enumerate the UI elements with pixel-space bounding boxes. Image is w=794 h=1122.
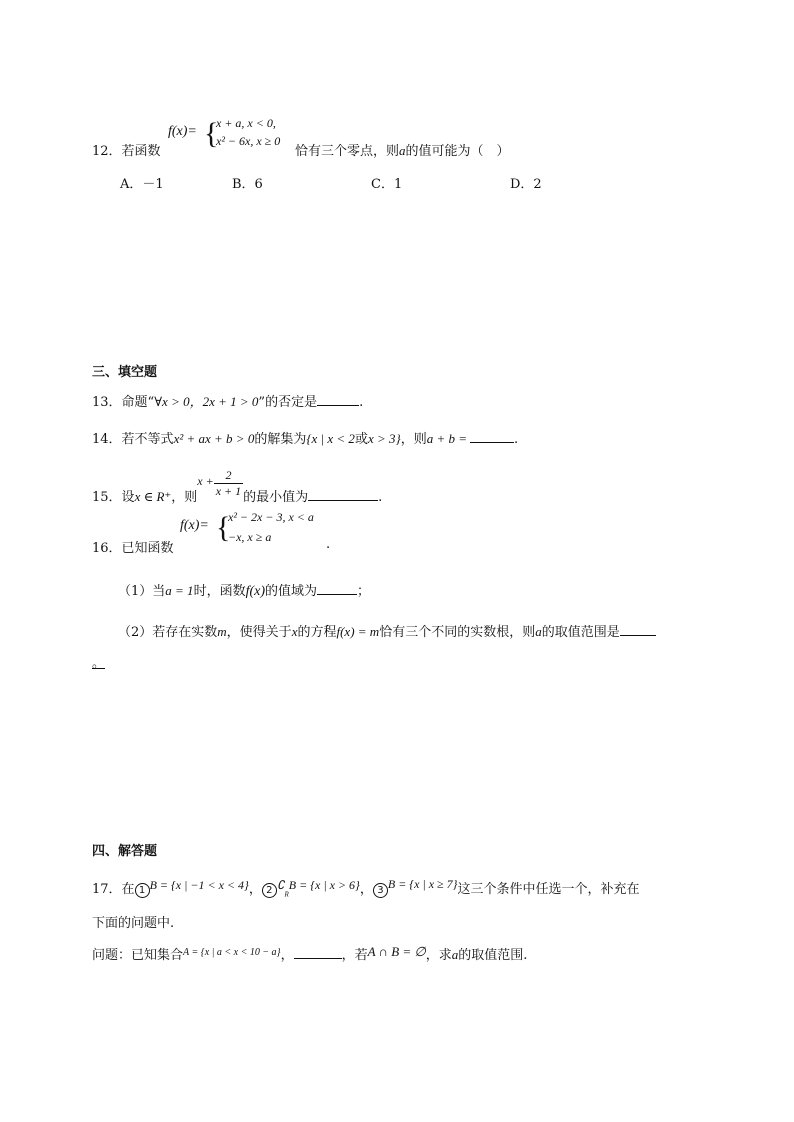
q17-cond3: B = {x | x ≥ 7} — [387, 877, 458, 891]
q16-lead: 已知函数 — [121, 541, 174, 556]
q15-text1: 设 — [121, 490, 135, 505]
q16-piecewise — [180, 508, 340, 548]
q15-fraction — [214, 468, 243, 499]
q16-sub2-m: m — [217, 624, 227, 639]
q12-option-b[interactable]: B．6 — [232, 177, 263, 192]
q17-text3: ，若 — [341, 948, 368, 963]
q15-end: . — [378, 490, 383, 505]
q12-piecewise — [168, 116, 298, 156]
q14-math3: x > 3} — [367, 431, 401, 446]
q14-text2: 的解集为 — [254, 432, 307, 447]
q13-text2: ”的否定是 — [258, 395, 318, 410]
q17-text2: 这三个条件中任选一个，补充在 — [457, 882, 640, 897]
q16-sub1-prefix: （1）当 — [118, 584, 166, 599]
q15-number: 15． — [92, 490, 122, 505]
q17-cond1: B = {x | −1 < x < 4} — [149, 878, 249, 892]
q16-sub2-text3: 恰有三个不同的实数根，则 — [379, 625, 536, 640]
q16-case1: x² − 2x − 3, x < a — [228, 510, 314, 524]
q12-tail2: 的值可能为（ ） — [405, 144, 510, 159]
q17-cond2-sub: R — [284, 890, 289, 899]
q12-var-a: a — [399, 143, 406, 158]
q16-sub2-end-mark: 。 — [92, 656, 106, 671]
q17-setA: A = {x | a < x < 10 − a} — [183, 947, 281, 958]
q14-end: . — [514, 432, 519, 447]
q17-circle-1[interactable]: 1 — [135, 883, 150, 898]
q16-sub1-text2: 的值域为 — [265, 584, 318, 599]
q15-frac-num: 2 — [214, 468, 243, 484]
q14-math2: {x | x < 2 — [306, 431, 355, 446]
q13 — [92, 391, 363, 410]
q17-text5: 的取值范围. — [458, 948, 528, 963]
q16-sub2-text4: 的取值范围是 — [541, 625, 620, 640]
q16-case2: −x, x ≥ a — [228, 530, 272, 544]
q15-text3: 的最小值为 — [243, 490, 309, 505]
q16-sub2-text: ，使得关于 — [226, 625, 292, 640]
q12-case1: x + a, x < 0, — [216, 116, 276, 130]
q14-text4: ，则 — [400, 432, 427, 447]
q14-text1: 若不等式 — [121, 432, 174, 447]
q13-math: ∀x > 0，2x + 1 > 0 — [154, 394, 259, 409]
q16-sub1-end: ； — [357, 584, 371, 599]
q17-answer-blank[interactable] — [294, 946, 342, 959]
q17-line2: 下面的问题中. — [92, 916, 175, 931]
q16-end: . — [326, 537, 331, 552]
q16-fx: f(x)= — [180, 518, 209, 533]
q16-sub2-answer-blank[interactable] — [620, 623, 656, 636]
q13-text1: 命题“ — [121, 395, 155, 410]
q12-option-a[interactable]: A．－1 — [120, 177, 164, 192]
q12-lead: 若函数 — [121, 144, 161, 159]
q13-answer-blank[interactable] — [317, 393, 359, 406]
q16-sub1 — [118, 580, 370, 600]
q16-sub2 — [118, 621, 656, 640]
q12-option-c[interactable]: C．1 — [371, 177, 403, 192]
q12-case2: x² − 6x, x ≥ 0 — [216, 134, 281, 148]
q12-option-d[interactable]: D．2 — [510, 177, 542, 192]
q16-brace: { — [216, 511, 231, 544]
q17-cond2: B = {x | x > 6} — [288, 878, 360, 892]
q16-sub2-math: f(x) = m — [336, 624, 380, 639]
q17-text4: ，求 — [425, 948, 452, 963]
q16-sub2-text2: 的方程 — [297, 625, 337, 640]
q13-end: . — [359, 395, 364, 410]
q16-number: 16． — [92, 541, 122, 556]
q16-stem — [92, 537, 174, 556]
q15-text2: ，则 — [171, 490, 198, 505]
q12-tail: 恰有三个零点，则 — [295, 144, 400, 159]
q17-intersection: A ∩ B = ∅ — [367, 944, 426, 959]
q14-number: 14． — [92, 432, 122, 447]
q17-var-a: a — [451, 947, 459, 962]
q14-math1: x² + ax + b > 0 — [173, 431, 255, 446]
q16-sub1-math: a = 1 — [165, 583, 194, 598]
q14-answer-blank[interactable] — [470, 430, 514, 443]
q17-problem-lead: 问题：已知集合 — [92, 948, 184, 963]
q15-math1: x ∈ R⁺ — [134, 489, 172, 504]
q15 — [92, 468, 383, 505]
section-4-title: 四、解答题 — [92, 844, 158, 859]
q12-stem-tail — [295, 140, 510, 159]
q17-comma: ， — [280, 948, 294, 963]
q12-brace: { — [204, 117, 219, 150]
q14 — [92, 428, 518, 447]
q17-number: 17． — [92, 882, 122, 897]
q12-fx: f(x)= — [168, 124, 197, 139]
q14-math4: a + b = — [426, 431, 468, 446]
q16-sub2-end — [92, 652, 105, 671]
q15-answer-blank[interactable] — [308, 488, 378, 501]
q14-text3: 或 — [354, 432, 368, 447]
q17-cond2-complement: ∁ — [276, 878, 285, 892]
q16-sub1-fx: f(x) — [245, 584, 266, 599]
q15-frac-pre: x + — [197, 474, 214, 488]
q17-line3 — [92, 944, 527, 963]
q16-sub2-a: a — [535, 624, 542, 639]
q15-frac-den: x + 1 — [215, 484, 242, 498]
q16-sub1-answer-blank[interactable] — [317, 582, 357, 595]
q12-number: 12． — [92, 144, 122, 159]
q16-sub1-text: 时，函数 — [193, 584, 246, 599]
q17-circle-2[interactable]: 2 — [262, 883, 277, 898]
q17-text1: 在 — [121, 882, 135, 897]
q13-number: 13． — [92, 395, 122, 410]
q17-line1: 17．在 1 B = {x | −1 < x < 4}， 2 $∁_RB = \{x$ | x > 6}， 3 B = {x | x ≥ 7}这三个条件中任选一个，补充在 — [92, 877, 640, 899]
q16-sub2-prefix: （2）若存在实数 — [118, 625, 218, 640]
q16-sub2-x: x — [291, 624, 298, 639]
section-3-title: 三、填空题 — [92, 365, 158, 380]
q12-stem — [92, 140, 161, 159]
q17-circle-3[interactable]: 3 — [373, 883, 388, 898]
